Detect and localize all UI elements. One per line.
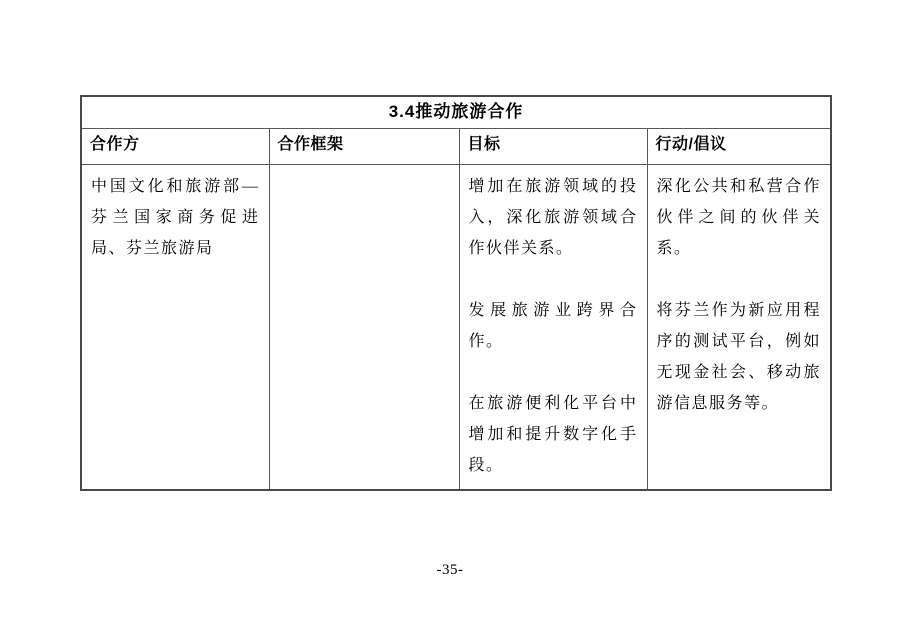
page-number: -35- bbox=[436, 562, 464, 578]
goal-paragraph: 在旅游便利化平台中增加和提升数字化手段。 bbox=[468, 394, 638, 474]
action-paragraph: 深化公共和私营合作伙伴之间的伙伴关系。 bbox=[656, 177, 822, 257]
partner-text: 中国文化和旅游部—芬兰国家商务促进局、芬兰旅游局 bbox=[91, 177, 260, 257]
goal-paragraph: 增加在旅游领域的投入，深化旅游领域合作伙伴关系。 bbox=[468, 177, 638, 257]
goal-paragraph: 发展旅游业跨界合作。 bbox=[468, 301, 638, 350]
column-header-partner: 合作方 bbox=[81, 128, 269, 164]
cell-framework bbox=[269, 164, 459, 490]
column-header-framework: 合作框架 bbox=[269, 128, 459, 164]
cell-goals bbox=[459, 164, 647, 490]
action-paragraph: 将芬兰作为新应用程序的测试平台，例如无现金社会、移动旅游信息服务等。 bbox=[656, 301, 822, 412]
table-header-row bbox=[81, 128, 831, 164]
column-header-goals: 目标 bbox=[459, 128, 647, 164]
cell-partner bbox=[81, 164, 269, 490]
column-header-actions: 行动/倡议 bbox=[647, 128, 831, 164]
table-title-row bbox=[81, 96, 831, 128]
tourism-cooperation-table bbox=[80, 95, 832, 491]
table-title: 3.4推动旅游合作 bbox=[81, 96, 831, 128]
table-row bbox=[81, 164, 831, 490]
cell-actions bbox=[647, 164, 831, 490]
